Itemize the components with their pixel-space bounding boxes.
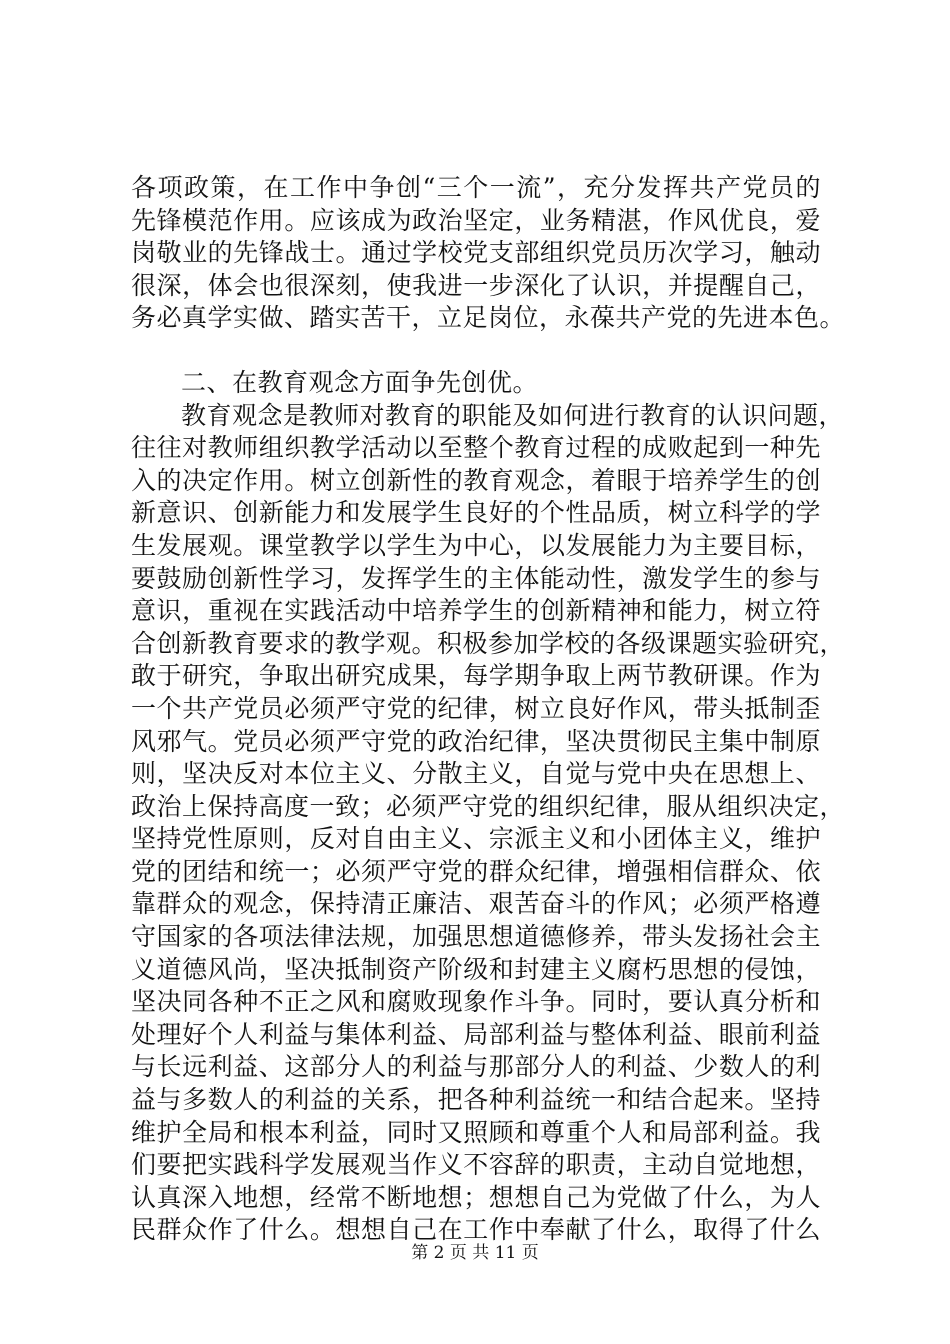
- text-line: 合创新教育要求的教学观。积极参加学校的各级课题实验研究，: [131, 628, 846, 658]
- text-line: 坚持党性原则，反对自由主义、宗派主义和小团体主义，维护: [131, 824, 821, 854]
- text-line: 新意识、创新能力和发展学生良好的个性品质，树立科学的学: [131, 498, 821, 528]
- text-line: 一个共产党员必须严守党的纪律，树立良好作风，带头抵制歪: [131, 693, 821, 723]
- text-line: 则，坚决反对本位主义、分散主义，自觉与党中央在思想上、: [131, 759, 821, 789]
- text-line: 维护全局和根本利益，同时又照顾和尊重个人和局部利益。我: [131, 1117, 821, 1147]
- text-line: 往往对教师组织教学活动以至整个教育过程的成败起到一种先: [131, 433, 821, 463]
- text-line: 各项政策，在工作中争创“三个一流”，充分发挥共产党员的: [131, 173, 821, 202]
- text-line: 党的团结和统一；必须严守党的群众纪律，增强相信群众、依: [131, 856, 821, 886]
- paragraph-2: [131, 400, 846, 1247]
- text-line: 意识，重视在实践活动中培养学生的创新精神和能力，树立符: [131, 596, 821, 626]
- text-line: 政治上保持高度一致；必须严守党的组织纪律，服从组织决定，: [131, 791, 846, 821]
- text-line: 要鼓励创新性学习，发挥学生的主体能动性，激发学生的参与: [131, 563, 821, 593]
- text-line: 民群众作了什么。想想自己在工作中奉献了什么，取得了什么: [131, 1215, 821, 1245]
- text-line: 们要把实践科学发展观当作义不容辞的职责，主动自觉地想，: [131, 1150, 821, 1180]
- text-line: 风邪气。党员必须严守党的政治纪律，坚决贯彻民主集中制原: [131, 726, 821, 756]
- text-line: 义道德风尚，坚决抵制资产阶级和封建主义腐朽思想的侵蚀，: [131, 954, 821, 984]
- text-line: 入的决定作用。树立创新性的教育观念，着眼于培养学生的创: [131, 465, 821, 495]
- text-line: 生发展观。课堂教学以学生为中心，以发展能力为主要目标，: [131, 530, 821, 560]
- text-line: 处理好个人利益与集体利益、局部利益与整体利益、眼前利益: [131, 1019, 821, 1049]
- paragraph-gap: [131, 335, 821, 367]
- page-footer: 第 2 页 共 11 页: [411, 1243, 539, 1263]
- text-line: 与长远利益、这部分人的利益与那部分人的利益、少数人的利: [131, 1052, 821, 1082]
- text-line: 靠群众的观念，保持清正廉洁、艰苦奋斗的作风；必须严格遵: [131, 889, 821, 919]
- text-line: 益与多数人的利益的关系，把各种利益统一和结合起来。坚持: [131, 1085, 821, 1115]
- paragraph-1: [131, 172, 846, 335]
- text-line: 坚决同各种不正之风和腐败现象作斗争。同时，要认真分析和: [131, 987, 821, 1017]
- section-heading: 二、在教育观念方面争先创优。: [181, 367, 539, 397]
- text-line: 岗敬业的先锋战士。通过学校党支部组织党员历次学习，触动: [131, 238, 821, 268]
- text-line: 很深，体会也很深刻，使我进一步深化了认识，并提醒自己，: [131, 270, 821, 300]
- text-line: 先锋模范作用。应该成为政治坚定，业务精湛，作风优良，爱: [131, 205, 821, 235]
- text-line: 认真深入地想，经常不断地想；想想自己为党做了什么，为人: [131, 1182, 821, 1212]
- text-line: 守国家的各项法律法规，加强思想道德修养，带头发扬社会主: [131, 922, 821, 952]
- text-line: 教育观念是教师对教育的职能及如何进行教育的认识问题，: [181, 400, 845, 430]
- text-line: 敢于研究，争取出研究成果，每学期争取上两节教研课。作为: [131, 661, 821, 691]
- text-line: 务必真学实做、踏实苦干，立足岗位，永葆共产党的先进本色。: [131, 303, 846, 333]
- document-body: [131, 172, 846, 1247]
